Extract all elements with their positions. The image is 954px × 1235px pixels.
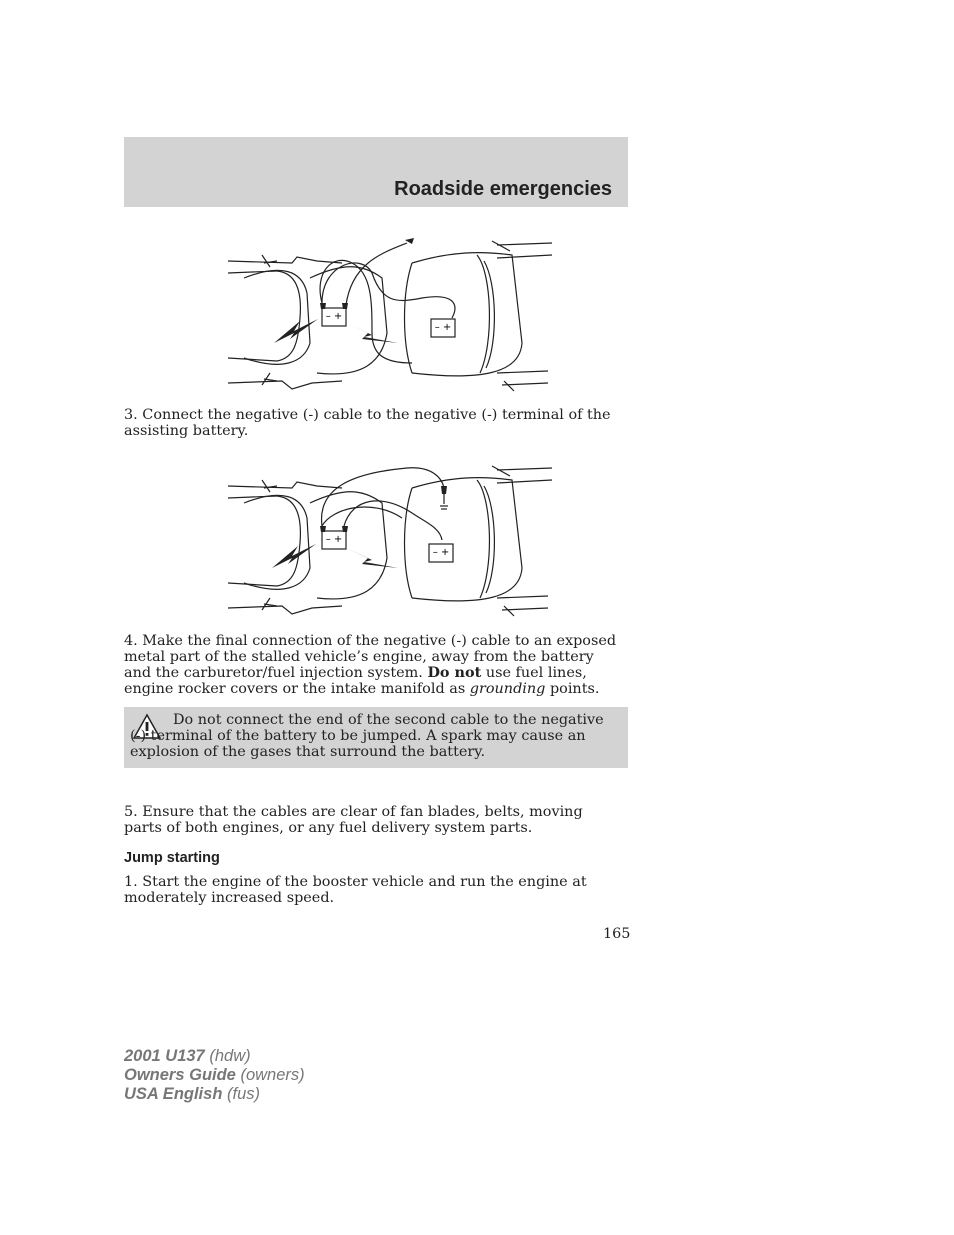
jump-starting-heading: Jump starting	[124, 850, 220, 866]
step-5-text: 5. Ensure that the cables are clear of fan blades, belts, moving parts of both engines, or any fuel delivery system parts.	[124, 804, 583, 836]
step-4-part-3: points.	[549, 681, 600, 697]
header-band	[124, 137, 628, 207]
jump-starting-step-1: 1. Start the engine of the booster vehicle and run the engine at moderately increased speed.	[124, 874, 587, 906]
battery-left-label: – +	[325, 311, 343, 322]
step-4-text	[124, 633, 624, 697]
jump-start-diagram-1	[222, 233, 556, 395]
battery-right-label: – +	[434, 322, 452, 333]
jump-start-diagram-2	[222, 458, 556, 620]
page-title: Roadside emergencies	[394, 178, 612, 200]
step-4-part-1: 4. Make the final connection of the negative (-) cable to an exposed metal part of the stalled vehicle’s engine, away from the battery and the carburetor/fuel injection system.	[124, 633, 617, 681]
step-4-italic: grounding	[469, 681, 546, 697]
page-number: 165	[603, 926, 631, 942]
warning-box	[124, 707, 628, 768]
warning-text: Do not connect the end of the second cable to the negative (-) terminal of the battery to be jumped. A spark may cause an explosion of the gases that surround the battery.	[130, 712, 604, 760]
battery-left-label: – +	[325, 534, 343, 545]
step-3-text: 3. Connect the negative (-) cable to the negative (-) terminal of the assisting battery.	[124, 407, 611, 439]
step-4-part-2: use fuel lines, engine rocker covers or the intake manifold as	[124, 665, 587, 697]
footer: 2001 U137 (hdw) Owners Guide (owners) USA English (fus)	[124, 1047, 305, 1103]
step-4-bold: Do not	[427, 664, 482, 681]
battery-right-label: – +	[432, 547, 450, 558]
